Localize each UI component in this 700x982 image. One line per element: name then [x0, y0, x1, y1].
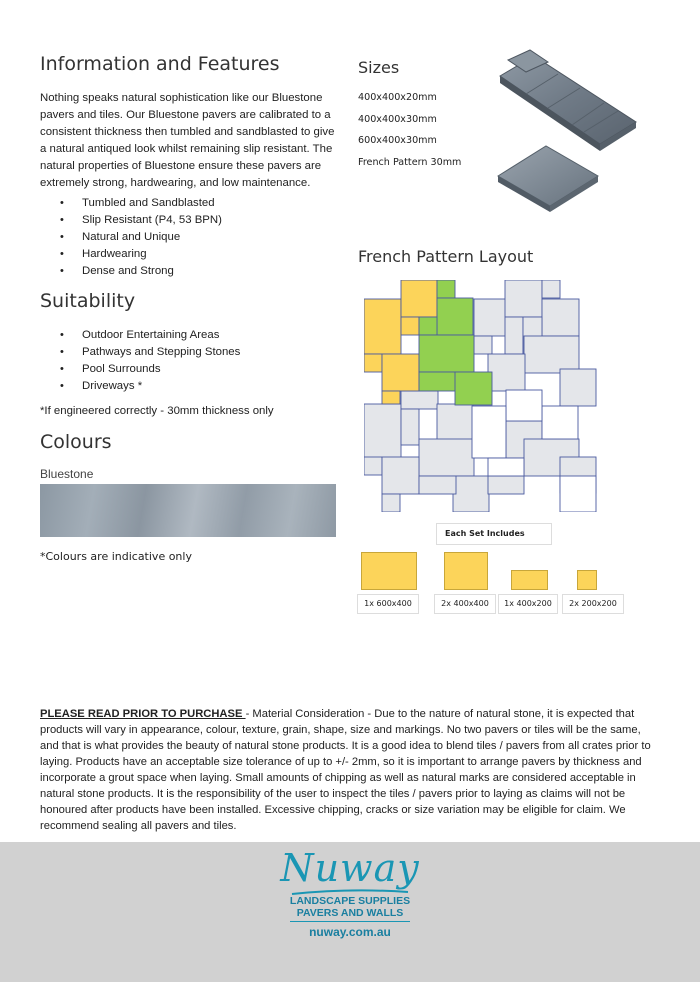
- sizes-heading: Sizes: [358, 58, 400, 77]
- size-item: 400x400x30mm: [358, 113, 437, 125]
- disclaimer-line: honoured after products have been installed. Excessive chipping, cracks or size variation may be eligible for claim. We: [40, 804, 626, 816]
- paver-tile: [364, 299, 401, 354]
- paver-tile: [401, 317, 419, 335]
- size-item: 600x400x30mm: [358, 135, 437, 146]
- paver-tile: [542, 406, 578, 439]
- paver-product-image: [486, 48, 646, 218]
- paver-tile: [419, 439, 474, 476]
- info-heading: Information and Features: [40, 53, 280, 75]
- info-line: pavers and tiles. Our Bluestone pavers are calibrated to a: [40, 109, 331, 121]
- disclaimer-line: incorporate a grout space when laying. Small amounts of chipping as well as natural marks are considered acceptable in: [40, 772, 636, 784]
- set-title: Each Set Includes: [436, 523, 552, 545]
- paver-tile: [506, 390, 542, 421]
- paver-tile: [560, 369, 596, 406]
- paver-tile: [453, 476, 489, 512]
- info-line: a natural antiqued look whilst remaining slip resistant. The: [40, 143, 333, 155]
- disclaimer-line: products will vary in appearance, colour, texture, grain, shape, size and markings. No two pavers or tiles will be the same,: [40, 724, 641, 736]
- logo-divider: [290, 921, 410, 922]
- suitability-item: • Outdoor Entertaining Areas: [40, 327, 340, 344]
- website-link[interactable]: nuway.com.au: [309, 925, 391, 939]
- paver-tile: [382, 494, 400, 512]
- size-item: French Pattern 30mm: [358, 156, 462, 168]
- paver-tile: [419, 335, 474, 372]
- paver-tile: [472, 406, 506, 458]
- sizes-list: [358, 87, 461, 173]
- paver-tile: [488, 476, 524, 494]
- disclaimer: [40, 706, 660, 834]
- paver-tile: [437, 404, 473, 441]
- set-item-label: 1x 400x200: [498, 594, 558, 614]
- feature-item: • Natural and Unique: [40, 229, 340, 246]
- colours-note: *Colours are indicative only: [40, 550, 192, 563]
- logo-tagline-2: PAVERS AND WALLS: [296, 907, 404, 919]
- tile-400x200: [511, 570, 548, 590]
- paver-tile: [401, 409, 419, 445]
- tile-400x400: [444, 552, 488, 590]
- suitability-item: • Pool Surrounds: [40, 361, 340, 378]
- paver-tile: [524, 336, 579, 373]
- set-item-label: 2x 200x200: [562, 594, 624, 614]
- features-list: [40, 195, 340, 280]
- french-pattern-heading: French Pattern Layout: [358, 247, 534, 266]
- paver-tile: [488, 458, 524, 476]
- info-line: natural properties of Bluestone ensure these pavers are: [40, 160, 322, 172]
- footer: [0, 842, 700, 982]
- disclaimer-line: recommend sealing all pavers and tiles.: [40, 820, 237, 832]
- paver-tile: [542, 280, 560, 298]
- info-line: extremely strong, hardwearing, and low maintenance.: [40, 177, 311, 189]
- disclaimer-line: and that is what provides the beauty of natural stone products. It is a good idea to blend tiles / pavers from all crates prior to: [40, 740, 651, 752]
- paver-tile: [382, 354, 419, 391]
- paver-tile: [505, 280, 542, 317]
- suitability-heading: Suitability: [40, 290, 136, 312]
- info-line: consistent thickness then tumbled and sandblasted to give: [40, 126, 335, 138]
- french-pattern-pavers: [500, 50, 636, 151]
- paver-tile: [382, 391, 400, 404]
- paver-tile: [488, 354, 525, 391]
- disclaimer-title: PLEASE READ PRIOR TO PURCHASE: [40, 708, 246, 720]
- disclaimer-line: [40, 706, 660, 722]
- paver-tile: [401, 391, 438, 409]
- disclaimer-line: natural stone products. It is the responsibility of the user to inspect the tiles / pavers prior to laying as claims will not be: [40, 788, 626, 800]
- colours-heading: Colours: [40, 431, 112, 453]
- tile-600x400: [361, 552, 417, 590]
- paver-tile: [437, 298, 473, 335]
- paver-tile: [401, 280, 437, 317]
- square-paver: [498, 146, 598, 212]
- french-pattern-plan: [364, 280, 600, 512]
- paver-tile: [364, 354, 382, 372]
- nuway-logo-word: Nuway: [280, 846, 420, 890]
- feature-item: • Tumbled and Sandblasted: [40, 195, 340, 212]
- paver-tile: [505, 317, 523, 354]
- suitability-list: [40, 327, 340, 395]
- feature-item: • Hardwearing: [40, 246, 340, 263]
- bluestone-swatch: [40, 484, 336, 537]
- set-item-label: 2x 400x400: [434, 594, 496, 614]
- suitability-item: • Driveways *: [40, 378, 340, 395]
- paver-tile: [364, 404, 401, 459]
- set-item-label: 1x 600x400: [357, 594, 419, 614]
- tile-200x200: [577, 570, 597, 590]
- feature-item: • Dense and Strong: [40, 263, 340, 280]
- paver-tile: [419, 476, 456, 494]
- paver-tile: [455, 372, 492, 405]
- info-line: Nothing speaks natural sophistication like our Bluestone: [40, 92, 323, 104]
- paver-tile: [382, 457, 419, 494]
- paver-tile: [364, 457, 382, 475]
- paver-tile: [419, 372, 456, 391]
- disclaimer-line: laying. Products have an acceptable size tolerance of up to +/- 2mm, so it is important to arrange pavers by thickness and: [40, 756, 642, 768]
- paver-tile: [474, 336, 492, 354]
- suitability-item: • Pathways and Stepping Stones: [40, 344, 340, 361]
- colour-name: Bluestone: [40, 467, 94, 481]
- feature-item: • Slip Resistant (P4, 53 BPN): [40, 212, 340, 229]
- paver-tile: [419, 317, 437, 335]
- paver-tile: [560, 476, 596, 512]
- paver-tile: [437, 280, 455, 298]
- disclaimer-text: - Material Consideration - Due to the nature of natural stone, it is expected that: [245, 708, 635, 720]
- logo-tagline-1: LANDSCAPE SUPPLIES: [289, 895, 411, 907]
- suitability-note: *If engineered correctly - 30mm thickness only: [40, 405, 274, 417]
- info-paragraph: [40, 90, 340, 192]
- size-item: 400x400x20mm: [358, 92, 437, 103]
- paver-tile: [542, 299, 579, 336]
